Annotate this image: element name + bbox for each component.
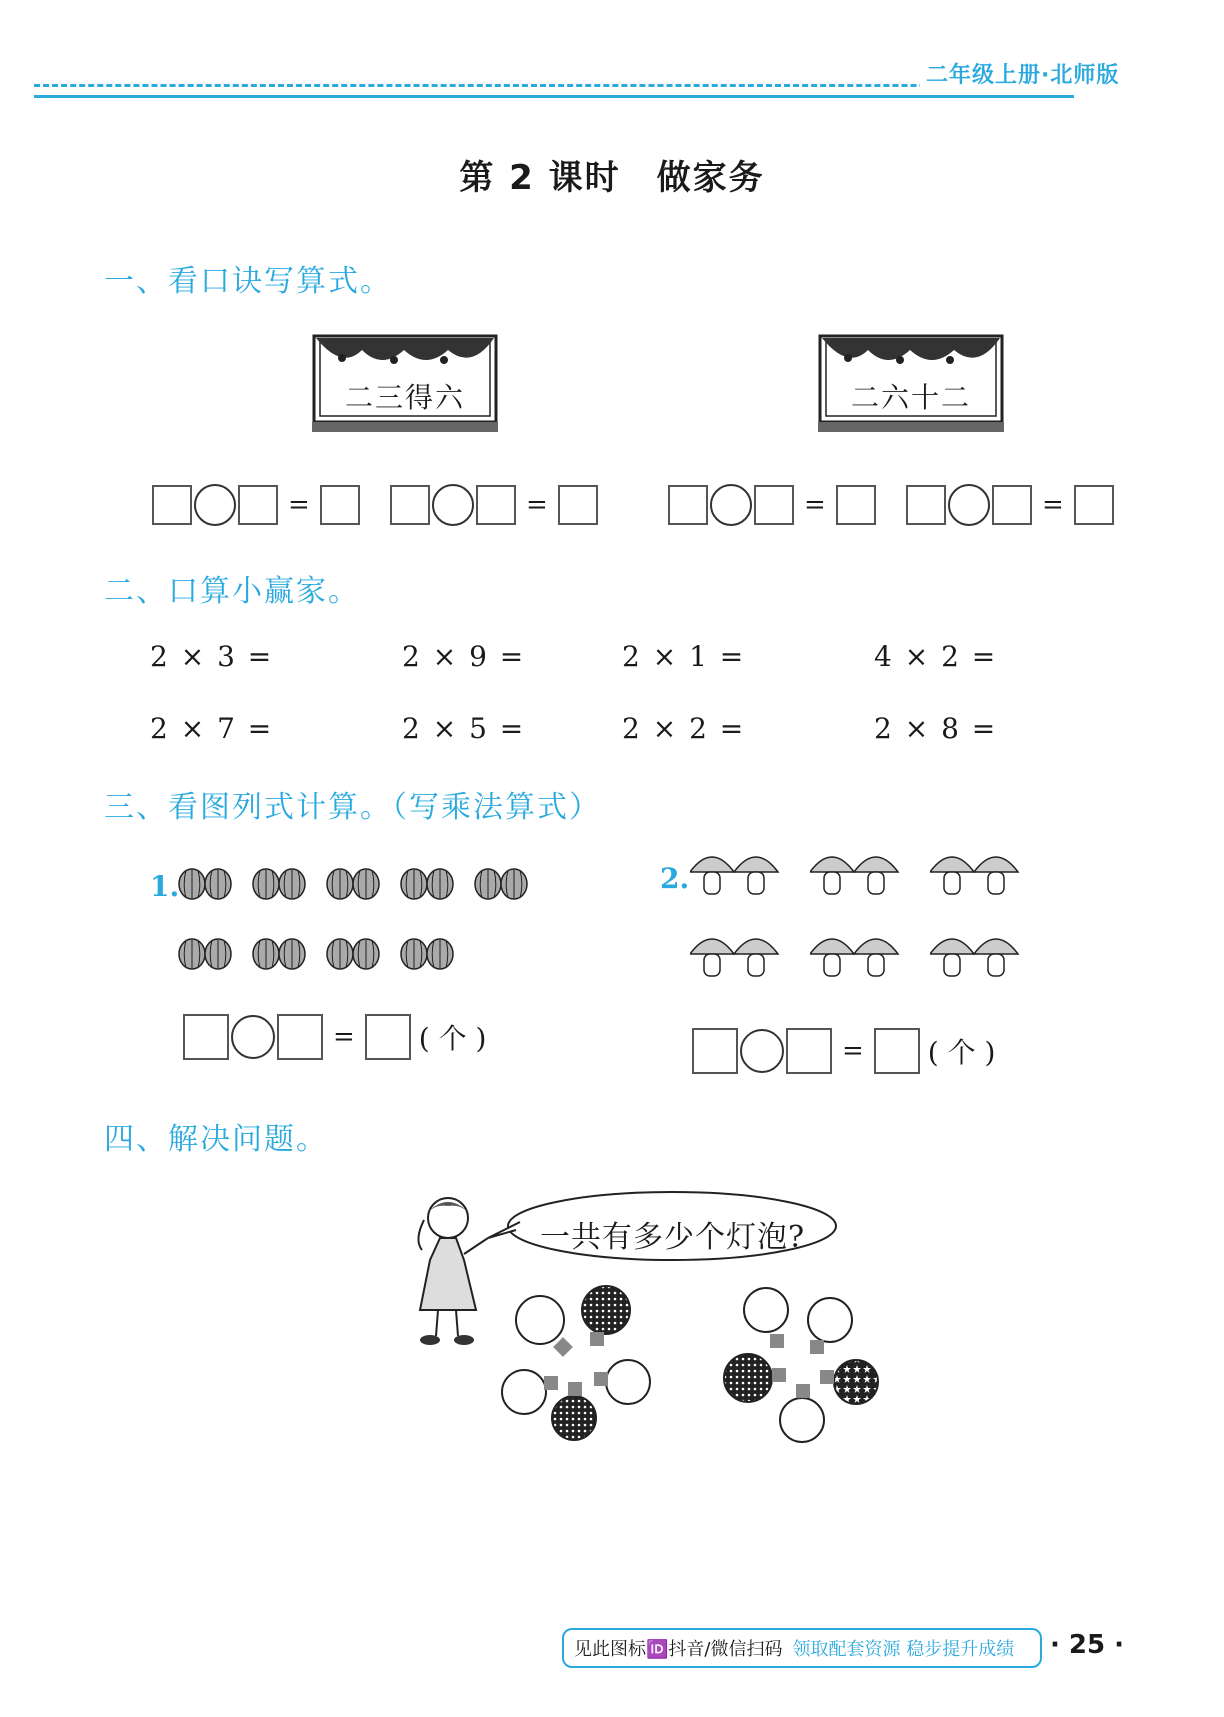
equals-sign: = <box>804 490 826 520</box>
equals-sign: = <box>526 490 548 520</box>
answer-box[interactable] <box>668 485 708 525</box>
equation-1 <box>152 482 360 528</box>
board-2 <box>818 330 1004 436</box>
answer-box[interactable] <box>320 485 360 525</box>
answer-box[interactable] <box>906 485 946 525</box>
mushroom-icon <box>930 846 1022 902</box>
operator-circle[interactable] <box>432 484 474 526</box>
mushroom-row-2 <box>690 928 1050 984</box>
pumpkin-row-2 <box>178 932 474 972</box>
page-title: 第 2 课时 做家务 <box>459 158 765 198</box>
page-number: · 25 · <box>1050 1630 1125 1660</box>
answer-box[interactable] <box>786 1028 832 1074</box>
answer-box[interactable] <box>754 485 794 525</box>
operator-circle[interactable] <box>231 1015 275 1059</box>
bulb-cluster-2 <box>722 1284 882 1444</box>
calc-item: 2 × 5 = <box>402 712 526 745</box>
answer-box[interactable] <box>390 485 430 525</box>
answer-box[interactable] <box>365 1014 411 1060</box>
section-2-heading: 二、口算小赢家。 <box>104 574 360 609</box>
bulb-icon <box>780 1384 824 1442</box>
footer-banner <box>562 1628 1042 1668</box>
question-1-number: 1. <box>150 870 180 903</box>
header-solid-rule <box>34 95 1074 98</box>
mushroom-row-1 <box>690 846 1050 902</box>
operator-circle[interactable] <box>948 484 990 526</box>
answer-box[interactable] <box>874 1028 920 1074</box>
bulb-icon <box>744 1288 788 1348</box>
pumpkin-icon <box>326 932 382 972</box>
section-1-heading: 一、看口诀写算式。 <box>104 264 392 299</box>
pumpkin-icon <box>178 862 234 902</box>
girl-illustration-icon <box>400 1190 500 1350</box>
board-1 <box>312 330 498 436</box>
equals-sign: = <box>288 490 310 520</box>
unit-label: ( 个 ) <box>927 1036 996 1069</box>
calc-item: 2 × 9 = <box>402 640 526 673</box>
equals-sign: = <box>842 1036 864 1066</box>
answer-box[interactable] <box>238 485 278 525</box>
bulb-icon <box>594 1360 650 1404</box>
operator-circle[interactable] <box>710 484 752 526</box>
speech-text: 一共有多少个灯泡? <box>540 1220 806 1255</box>
bulb-icon <box>582 1286 630 1346</box>
footer-text: 见此图标🆔抖音/微信扫码 <box>574 1639 783 1660</box>
equals-sign: = <box>1042 490 1064 520</box>
calc-item: 2 × 7 = <box>150 712 274 745</box>
operator-circle[interactable] <box>740 1029 784 1073</box>
answer-box[interactable] <box>992 485 1032 525</box>
equation-4 <box>906 482 1114 528</box>
section-3-heading: 三、看图列式计算。（写乘法算式） <box>104 790 601 825</box>
operator-circle[interactable] <box>194 484 236 526</box>
calc-item: 2 × 3 = <box>150 640 274 673</box>
answer-box[interactable] <box>476 485 516 525</box>
header-dashed-rule <box>34 84 1034 87</box>
mushroom-icon <box>690 928 782 984</box>
answer-box[interactable] <box>836 485 876 525</box>
question-2-number: 2. <box>660 862 690 895</box>
mushroom-icon <box>810 846 902 902</box>
unit-label: ( 个 ) <box>418 1022 487 1055</box>
bulb-icon <box>820 1360 878 1404</box>
pumpkin-icon <box>326 862 382 902</box>
bulb-icon <box>808 1298 852 1354</box>
mushroom-icon <box>930 928 1022 984</box>
pumpkin-icon <box>474 862 530 902</box>
answer-box[interactable] <box>277 1014 323 1060</box>
board-1-text: 二三得六 <box>344 381 465 414</box>
answer-box[interactable] <box>152 485 192 525</box>
calc-item: 2 × 2 = <box>622 712 746 745</box>
answer-box[interactable] <box>558 485 598 525</box>
equals-sign: = <box>333 1022 355 1052</box>
pumpkin-icon <box>400 932 456 972</box>
calc-item: 2 × 8 = <box>874 712 998 745</box>
question-2-equation <box>692 1028 995 1074</box>
pumpkin-icon <box>252 862 308 902</box>
question-1-equation <box>183 1014 486 1060</box>
equation-2 <box>390 482 598 528</box>
answer-box[interactable] <box>1074 485 1114 525</box>
pumpkin-icon <box>252 932 308 972</box>
bulb-cluster-1 <box>498 1284 658 1444</box>
header-label: 二年级上册·北师版 <box>920 58 1125 89</box>
bulb-icon <box>502 1370 558 1414</box>
pumpkin-icon <box>178 932 234 972</box>
section-4-heading: 四、解决问题。 <box>104 1122 328 1157</box>
board-2-text: 二六十二 <box>850 381 971 414</box>
pumpkin-row-1 <box>178 862 548 902</box>
pumpkin-icon <box>400 862 456 902</box>
answer-box[interactable] <box>183 1014 229 1060</box>
bulb-icon <box>516 1296 573 1357</box>
calc-item: 2 × 1 = <box>622 640 746 673</box>
footer-text-highlight: 领取配套资源 稳步提升成绩 <box>792 1639 1015 1660</box>
bulb-icon <box>724 1354 786 1402</box>
equation-3 <box>668 482 876 528</box>
answer-box[interactable] <box>692 1028 738 1074</box>
mushroom-icon <box>810 928 902 984</box>
mushroom-icon <box>690 846 782 902</box>
bulb-icon <box>552 1382 596 1440</box>
calc-item: 4 × 2 = <box>874 640 998 673</box>
